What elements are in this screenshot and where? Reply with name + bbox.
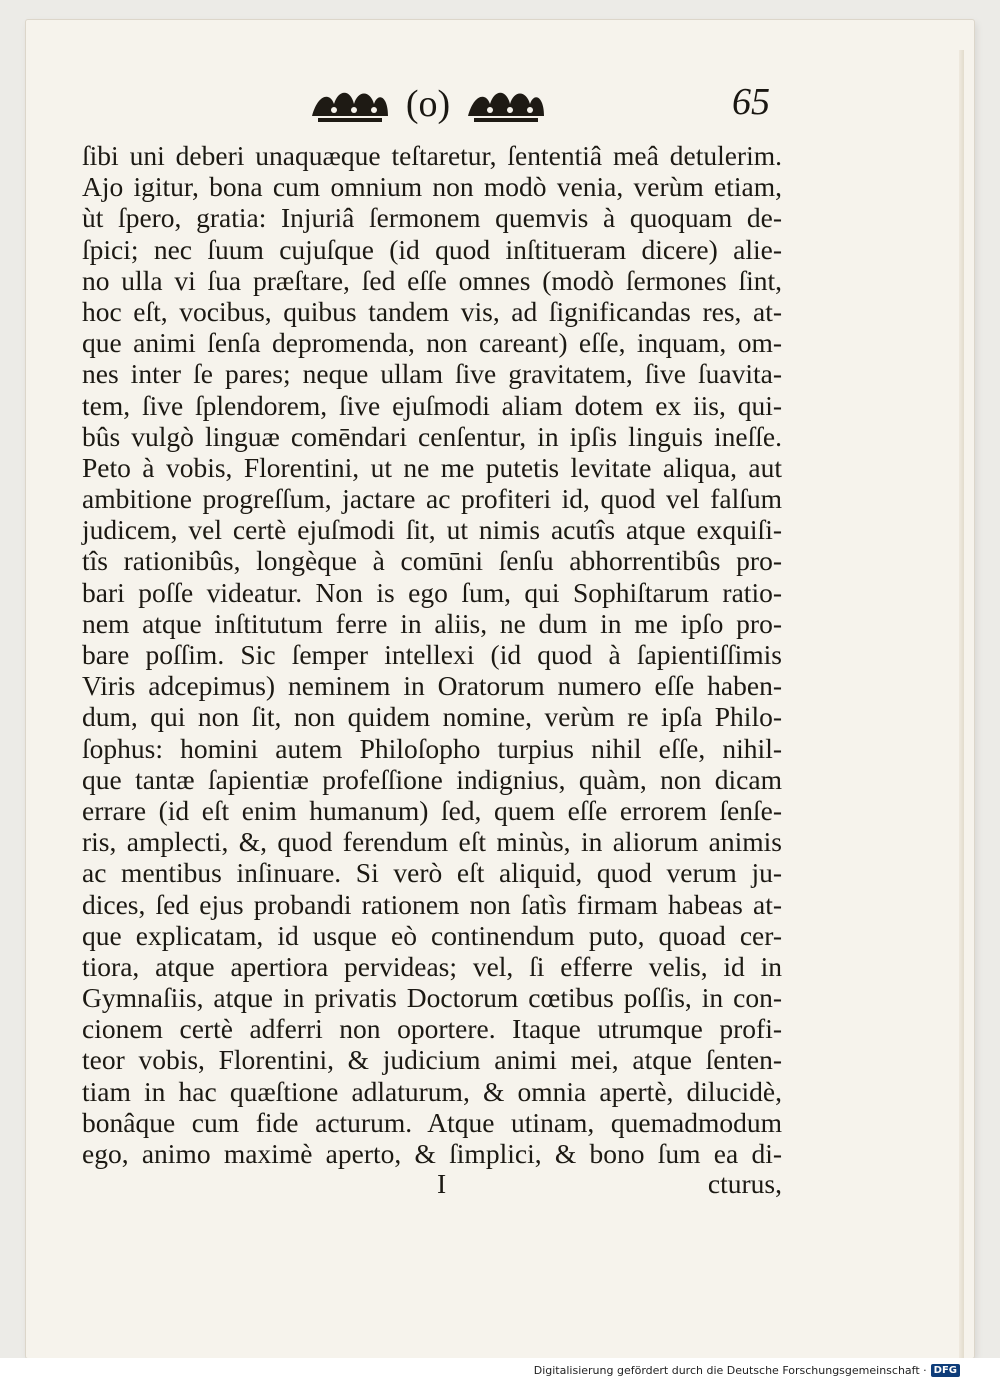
dfg-logo-icon: DFG (931, 1364, 960, 1377)
catchword: cturus, (707, 1168, 782, 1199)
text-line: Ajo igitur, bona cum omnium non modò venia, verùm etiam, (82, 171, 782, 203)
credit-text: Digitalisierung gefördert durch die Deutsche Forschungsgemeinschaft · (533, 1364, 927, 1377)
right-ornament-icon (464, 84, 548, 124)
body-text (82, 140, 782, 1169)
text-line: tîs rationibûs, longèque à comūni ſenſu abhorrentibûs pro- (82, 545, 782, 577)
text-line: ùt ſpero, gratia: Injuriâ ſermonem quemvis à quoquam de- (82, 202, 782, 234)
text-line: que explicatam, id usque eò continendum puto, quoad cer- (82, 919, 782, 951)
text-line: ſpici; nec ſuum cujuſque (id quod inſtitueram dicere) alie- (82, 233, 782, 265)
text-line: bonâque cum fide acturum. Atque utinam, quemadmodum (82, 1106, 782, 1138)
signature-mark: I (437, 1168, 447, 1199)
text-line: tiam in hac quæſtione adlaturum, & omnia apertè, dilucidè, (82, 1075, 782, 1107)
credit-bar (534, 1364, 960, 1377)
left-ornament-icon (308, 84, 392, 124)
text-line: bare poſſim. Sic ſemper intellexi (id quod à ſapientiſſimis (82, 639, 782, 670)
text-line: ego, animo maximè aperto, & ſimplici, & bono ſum ea di- (82, 1138, 782, 1169)
text-line: tem, ſive ſplendorem, ſive ejuſmodi aliam dotem ex iis, qui- (82, 389, 782, 421)
text-line: dices, ſed ejus probandi rationem non ſatìs firmam habeas at- (82, 888, 782, 920)
text-line: errare (id eſt enim humanum) ſed, quem eſſe errorem ſenſe- (82, 794, 782, 826)
text-line: Gymnaſiis, atque in privatis Doctorum cœtibus poſſis, in con- (82, 982, 782, 1014)
head-center-mark: (o) (405, 83, 451, 125)
text-line: que animi ſenſa depromenda, non careant) eſſe, inquam, om- (82, 327, 782, 359)
text-line: Viris adcepimus) neminem in Oratorum numero eſſe haben- (82, 670, 782, 702)
text-line: dum, qui non ſit, non quidem nomine, verùm re ipſa Philo- (82, 701, 782, 733)
text-line: ris, amplecti, &, quod ferendum eſt minùs, in aliorum animis (82, 826, 782, 858)
text-line: teor vobis, Florentini, & judicium animi mei, atque ſenten- (82, 1044, 782, 1076)
text-line: ſophus: homini autem Philoſopho turpius nihil eſſe, nihil- (82, 732, 782, 764)
text-line: ac mentibus inſinuare. Si verò eſt aliquid, quod verum ju- (82, 857, 782, 889)
text-line: ambitione progreſſum, jactare ac profiteri id, quod vel falſum (82, 483, 782, 515)
text-line: bûs vulgò linguæ comēndari cenſentur, in ipſis linguis ineſſe. (82, 420, 782, 452)
text-line: nem atque inſtitutum ferre in aliis, ne dum in me ipſo pro- (82, 607, 782, 639)
text-line: judicem, vel certè ejuſmodi ſit, ut nimis acutîs atque exquiſi- (82, 514, 782, 546)
page-edge (959, 50, 964, 1368)
text-line: nes inter ſe pares; neque ullam ſive gravitatem, ſive ſuavita- (82, 358, 782, 390)
running-head (278, 78, 578, 130)
text-line: que tantæ ſapientiæ profeſſione indignius, quàm, non dicam (82, 763, 782, 795)
text-line: bari poſſe videatur. Non is ego ſum, qui Sophiſtarum ratio- (82, 576, 782, 608)
page-footer (82, 1168, 782, 1202)
text-line: cionem certè adferri non oportere. Itaque utrumque profi- (82, 1013, 782, 1045)
text-line: no ulla vi ſua præſtare, ſed eſſe omnes (modò ſermones ſint, (82, 264, 782, 296)
text-line: ſibi uni deberi unaquæque teſtaretur, ſententiâ meâ detulerim. (82, 140, 782, 171)
text-line: hoc eſt, vocibus, quibus tandem vis, ad ſignificandas res, at- (82, 295, 782, 327)
text-line: tiora, atque apertiora pervideas; vel, ſi efferre velis, id in (82, 950, 782, 982)
page-number: 65 (732, 81, 770, 123)
text-line: Peto à vobis, Florentini, ut ne me putetis levitate aliqua, aut (82, 451, 782, 483)
